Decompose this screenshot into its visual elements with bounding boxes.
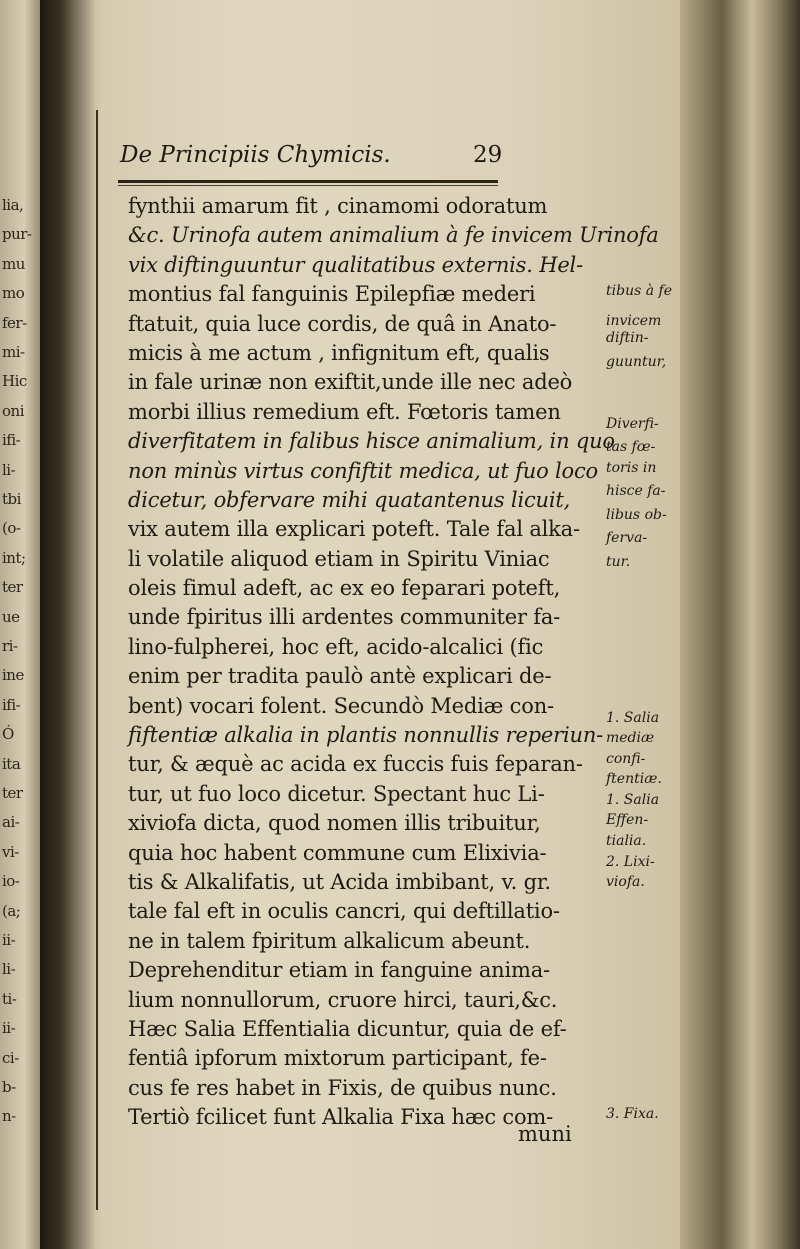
left-page-fragment: ifi- <box>2 431 21 450</box>
catchword: muni <box>518 1122 572 1146</box>
text-line: tis & Alkalifatis, ut Acida imbibant, v. gr. <box>128 869 551 894</box>
left-page-fragment: ifi- <box>2 695 21 714</box>
text-line: micis à me actum , infignitum eft, qualis <box>128 340 550 365</box>
right-page-edge <box>680 0 800 1249</box>
left-page-fragment: ter <box>2 784 23 802</box>
text-line: montius fal fanguinis Epilepfiæ mederi <box>128 282 536 307</box>
margin-note: ftentiæ. <box>606 771 662 788</box>
left-page-fragment: mu <box>2 254 25 273</box>
text-line: tur, & æquè ac acida ex fuccis fuis feparan- <box>128 752 583 777</box>
text-line: cus fe res habet in Fixis, de quibus nunc. <box>128 1075 557 1100</box>
left-page-fragment: pur- <box>2 225 32 244</box>
margin-note: hisce fa- <box>606 483 666 500</box>
margin-note: invicem <box>606 312 662 329</box>
left-page-fragment: Ó <box>2 725 14 744</box>
margin-note: 2. Lixi- <box>606 853 655 870</box>
left-page-fragment: ci- <box>2 1048 19 1067</box>
margin-note: 1. Salia <box>606 709 660 726</box>
left-page-fragment: Hic <box>2 372 27 391</box>
text-line: ftatuit, quia luce cordis, de quâ in Anato- <box>128 311 557 336</box>
margin-note: diftin- <box>606 330 649 347</box>
margin-note: viofa. <box>606 874 645 891</box>
left-page-fragment: ii- <box>2 1019 16 1038</box>
text-line: xiviofa dicta, quod nomen illis tribuitur, <box>128 811 541 836</box>
left-page-fragment: ri- <box>2 637 18 655</box>
text-line: ne in talem fpiritum alkalicum abeunt. <box>128 928 531 953</box>
text-line: in fale urinæ non exiftit,unde ille nec adeò <box>128 370 573 395</box>
margin-note: tas fœ- <box>606 439 656 456</box>
header-rule <box>118 180 498 183</box>
binding-shadow <box>96 110 98 1210</box>
text-line: Hæc Salia Effentialia dicuntur, quia de ef- <box>128 1016 567 1041</box>
text-line: lino-fulpherei, hoc eft, acido-alcalici (fic <box>128 634 544 659</box>
left-page-fragment: mi- <box>2 343 25 361</box>
left-page-fragment: ii- <box>2 931 16 949</box>
text-line: enim per tradita paulò antè explicari de- <box>128 664 552 689</box>
page-number: 29 <box>473 142 503 168</box>
margin-note: Effen- <box>606 812 649 829</box>
margin-note: guuntur, <box>606 353 667 370</box>
left-page-fragment: oni <box>2 401 24 420</box>
text-line: fiftentiæ alkalia in plantis nonnullis reperiun- <box>128 723 604 748</box>
left-page-fragment: (a; <box>2 901 21 920</box>
margin-note: toris in <box>606 459 657 476</box>
text-line: quia hoc habent commune cum Elixivia- <box>128 840 547 865</box>
left-page-fragment: li- <box>2 460 16 479</box>
margin-note: mediæ <box>606 730 655 747</box>
left-page-fragment: ue <box>2 607 20 626</box>
text-line: dicetur, obfervare mihi quatantenus licuit, <box>128 487 571 512</box>
left-page-fragment: ita <box>2 754 21 773</box>
left-page-fragment: ine <box>2 666 24 685</box>
left-page-fragment: vi- <box>2 842 19 861</box>
text-line: bent) vocari folent. Secundò Mediæ con- <box>128 693 554 718</box>
text-line: &c. Urinofa autem animalium à fe invicem Urinofa <box>128 223 659 248</box>
text-line: vix autem illa explicari poteft. Tale fal alka- <box>128 517 580 542</box>
text-line: unde fpiritus illi ardentes communiter fa- <box>128 605 561 630</box>
margin-note: libus ob- <box>606 506 667 523</box>
margin-note: 3. Fixa. <box>606 1106 659 1123</box>
left-page-fragment: ter <box>2 578 23 597</box>
left-page-fragment: n- <box>2 1107 16 1126</box>
margin-note: tur. <box>606 553 631 570</box>
left-page-fragment: int; <box>2 548 26 567</box>
running-head <box>118 142 588 172</box>
text-line: Tertiò fcilicet funt Alkalia Fixa hæc com- <box>128 1105 554 1130</box>
text-line: vix diftinguuntur qualitatibus externis. Hel- <box>128 252 583 277</box>
left-page-fragment: io- <box>2 872 20 891</box>
margin-note: tibus à fe <box>606 283 672 300</box>
left-page-fragment: mo <box>2 284 25 303</box>
running-title: De Principiis Chymicis. <box>120 142 391 168</box>
left-page-fragment: ti- <box>2 989 17 1008</box>
text-line: non minùs virtus confiftit medica, ut fuo loco <box>128 458 598 483</box>
text-line: diverfitatem in falibus hisce animalium, in quo <box>128 429 615 454</box>
left-page-fragment: b- <box>2 1078 16 1096</box>
left-page-fragment: tbi <box>2 490 21 508</box>
text-line: tale fal eft in oculis cancri, qui deftillatio- <box>128 899 560 924</box>
left-page-fragment: lia, <box>2 196 24 214</box>
text-line: lium nonnullorum, cruore hirci, tauri,&c. <box>128 987 558 1012</box>
margin-note: tialia. <box>606 832 647 849</box>
margin-note: confi- <box>606 750 646 767</box>
text-line: tur, ut fuo loco dicetur. Spectant huc Li- <box>128 781 545 806</box>
text-line: oleis fimul adeft, ac ex eo feparari poteft, <box>128 576 561 601</box>
text-line: fentiâ ipforum mixtorum participant, fe- <box>128 1046 547 1071</box>
left-page-fragments <box>0 0 40 1249</box>
text-line: li volatile aliquod etiam in Spiritu Viniac <box>128 546 550 571</box>
text-line: fynthii amarum fit , cinamomi odoratum <box>128 194 548 218</box>
left-page-fragment: li- <box>2 960 16 979</box>
margin-note: Diverfi- <box>606 415 659 432</box>
left-page-fragment: (o- <box>2 519 21 538</box>
left-page-fragment: fer- <box>2 313 27 332</box>
left-page-fragment: ai- <box>2 813 20 832</box>
header-rule-thin <box>118 185 498 186</box>
margin-note: ferva- <box>606 530 648 547</box>
text-line: Deprehenditur etiam in fanguine anima- <box>128 958 550 983</box>
margin-note: 1. Salia <box>606 791 660 808</box>
text-line: morbi illius remedium eft. Fœtoris tamen <box>128 399 561 424</box>
